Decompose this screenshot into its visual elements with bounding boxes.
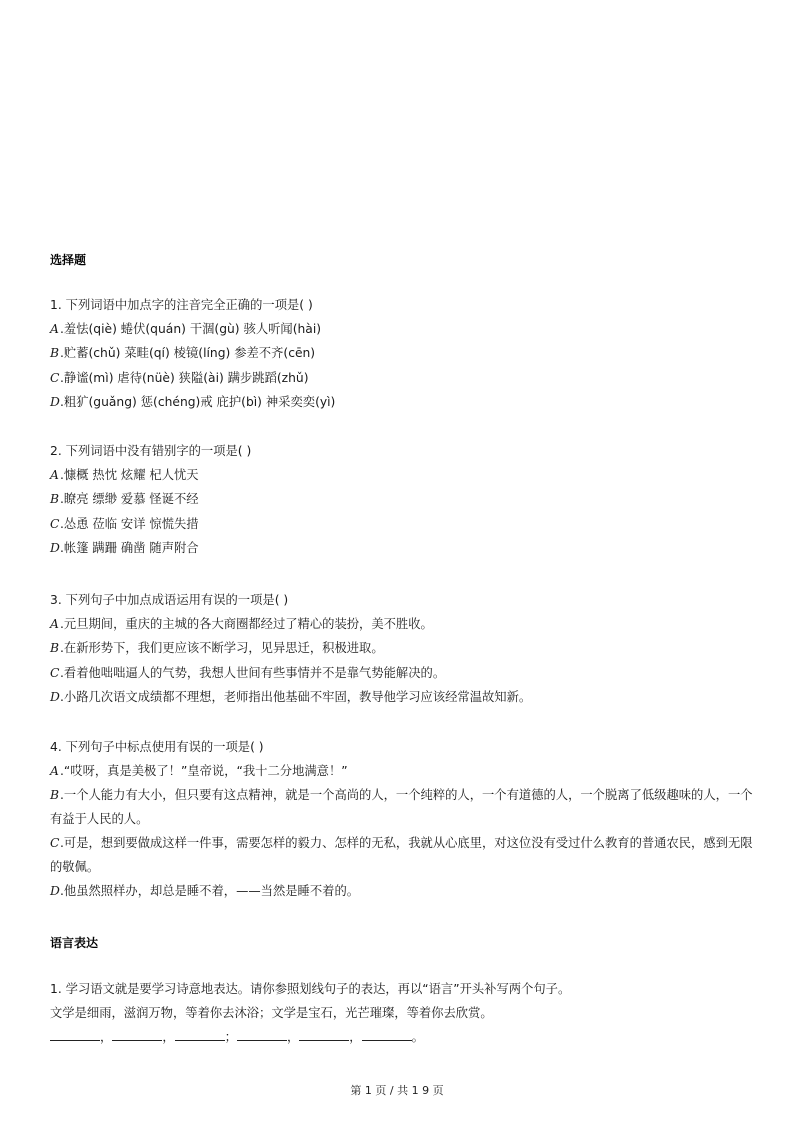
option-text: .他虽然照样办，却总是睡不着，——当然是睡不着的。 [60, 884, 360, 899]
option-text: .“哎呀，真是美极了！”皇帝说，“我十二分地满意！” [60, 764, 348, 779]
answer-blanks [50, 1025, 760, 1049]
question-2 [50, 439, 760, 560]
option-text: .小路几次语文成绩都不理想，老师指出他基础不牢固，教导他学习应该经常温故知新。 [60, 689, 532, 704]
option-letter: B [50, 346, 60, 361]
answer-blank[interactable] [299, 1029, 349, 1041]
question-stem: 2. 下列词语中没有错别字的一项是( ) [50, 444, 252, 458]
option-letter: A [50, 764, 59, 779]
option-text: .帐篷 蹒跚 确凿 随声附合 [60, 540, 199, 555]
option-letter: A [50, 617, 59, 632]
option-text: .粗犷(guǎng) 惩(chéng)戒 庇护(bì) 神采奕奕(yì) [60, 394, 336, 409]
option-letter: B [50, 641, 60, 656]
example-sentence: 文学是细雨，滋润万物，等着你去沐浴；文学是宝石，光芒璀璨，等着你去欣赏。 [50, 1006, 493, 1021]
answer-blank[interactable] [50, 1029, 100, 1041]
option-a [50, 317, 760, 341]
option-text: .怂恿 莅临 安详 惊慌失措 [60, 516, 199, 531]
option-d [50, 536, 760, 560]
option-a [50, 463, 760, 487]
option-b [50, 783, 760, 831]
page-footer: 第 1 页 / 共 1 9 页 [350, 1084, 444, 1097]
option-letter: C [50, 665, 60, 680]
option-c [50, 512, 760, 536]
option-b [50, 487, 760, 511]
separator: ， [286, 1030, 300, 1045]
option-letter: B [50, 492, 60, 507]
question-stem: 1. 下列词语中加点字的注音完全正确的一项是( ) [50, 298, 313, 312]
question-3 [50, 588, 760, 709]
question-1 [50, 293, 760, 414]
separator: ， [349, 1030, 362, 1045]
option-letter: C [50, 516, 60, 531]
option-text: .在新形势下，我们更应该不断学习，见异思迁，积极进取。 [60, 641, 384, 656]
option-text: .瞭亮 缥缈 爱慕 怪诞不经 [60, 492, 199, 507]
section-title-choice: 选择题 [50, 253, 87, 267]
option-d [50, 879, 760, 903]
option-a [50, 612, 760, 636]
separator: ； [224, 1030, 237, 1045]
question-stem: 1. 学习语文就是要学习诗意地表达。请你参照划线句子的表达，再以“语言”开头补写两个句子。 [50, 982, 571, 996]
option-letter: A [50, 322, 59, 337]
option-letter: A [50, 468, 59, 483]
option-c [50, 661, 760, 685]
option-d [50, 685, 760, 709]
question-stem: 3. 下列句子中加点成语运用有误的一项是( ) [50, 593, 289, 607]
separator: 。 [411, 1030, 424, 1045]
option-c [50, 831, 760, 879]
option-c [50, 366, 760, 390]
option-letter: C [50, 836, 60, 851]
separator: ， [100, 1030, 113, 1045]
option-letter: C [50, 370, 60, 385]
answer-blank[interactable] [112, 1029, 162, 1041]
option-text: .一个人能力有大小，但只要有这点精神，就是一个高尚的人，一个纯粹的人，一个有道德的人，一个脱离了低级趣味的人，一个有益于人民的人。 [50, 788, 753, 827]
option-text: .羞怯(qiè) 蜷伏(quán) 干涸(gù) 骇人听闻(hài) [60, 322, 322, 337]
question-stem: 4. 下列句子中标点使用有误的一项是( ) [50, 740, 264, 754]
option-letter: D [50, 689, 60, 704]
answer-blank[interactable] [237, 1029, 287, 1041]
option-letter: D [50, 394, 60, 409]
option-letter: B [50, 788, 60, 803]
option-text: .看着他咄咄逼人的气势，我想人世间有些事情并不是靠气势能解决的。 [60, 665, 446, 680]
option-b [50, 341, 760, 365]
option-text: .元旦期间，重庆的主城的各大商圈都经过了精心的装扮，美不胜收。 [60, 617, 433, 632]
separator: ， [162, 1030, 175, 1045]
option-b [50, 636, 760, 660]
option-letter: D [50, 540, 60, 555]
section-title-language: 语言表达 [50, 936, 99, 950]
answer-blank[interactable] [175, 1029, 225, 1041]
option-text: .贮蓄(chǔ) 菜畦(qí) 棱镜(líng) 参差不齐(cēn) [60, 346, 316, 361]
option-text: .可是，想到要做成这样一件事，需要怎样的毅力、怎样的无私，我就从心底里，对这位没有受过什么教育的普通农民，感到无限的敬佩。 [50, 836, 753, 875]
answer-blank[interactable] [362, 1029, 412, 1041]
option-text: .慷概 热忱 炫耀 杞人忧天 [60, 468, 199, 483]
language-question-1 [50, 977, 760, 1050]
question-4 [50, 735, 760, 904]
option-letter: D [50, 884, 60, 899]
option-a [50, 759, 760, 783]
option-d [50, 390, 760, 414]
option-text: .静谧(mì) 虐待(nüè) 狭隘(ài) 蹒步跳蹈(zhǔ) [60, 370, 309, 385]
